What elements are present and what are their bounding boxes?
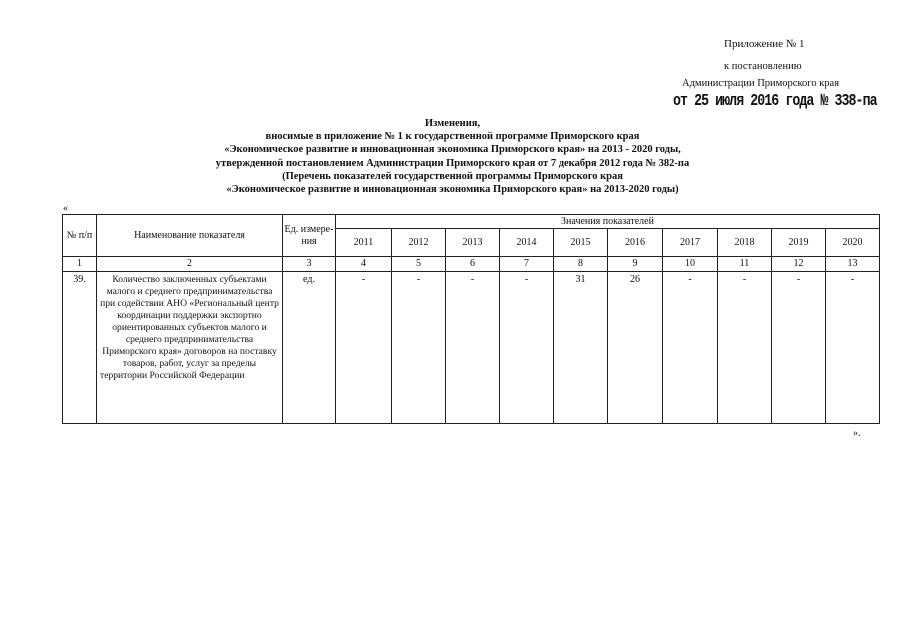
row-indicator-name: Количество заключенных субъектами малого и среднего предпринимательства при содействии АНО «Региональный центр координации поддержки экспортно ориентированных субъектов малого и среднего предпринимательства Приморского края» договоров на поставку товаров, работ, услуг за пределы территории Российской Федерации [97,272,283,424]
column-number: 13 [826,257,880,272]
header-values-group: Значения показателей [336,215,880,229]
row-value: - [500,272,554,424]
row-value: - [336,272,392,424]
row-unit: ед. [283,272,336,424]
column-number: 10 [663,257,718,272]
indicators-table [62,214,880,424]
row-value: 26 [608,272,663,424]
heading-line: «Экономическое развитие и инновационная экономика Приморского края» на 2013-2020 годы) [226,184,679,196]
row-value: - [718,272,772,424]
appendix-to-decree: к постановлению [724,61,802,72]
header-year: 2011 [336,229,392,257]
header-year: 2017 [663,229,718,257]
appendix-number: Приложение № 1 [724,38,805,50]
column-number: 11 [718,257,772,272]
heading-line: «Экономическое развитие и инновационная экономика Приморского края» на 2013 - 2020 годы, [224,144,681,156]
appendix-administration: Администрации Приморского края [682,78,840,89]
table-row [63,272,880,424]
header-year: 2018 [718,229,772,257]
quote-open: « [63,203,68,214]
column-number: 12 [772,257,826,272]
row-value: - [446,272,500,424]
header-unit: Ед. измере-ния [283,215,336,257]
header-year: 2019 [772,229,826,257]
column-number: 9 [608,257,663,272]
column-number: 5 [392,257,446,272]
column-number: 6 [446,257,500,272]
header-year: 2014 [500,229,554,257]
row-value: - [392,272,446,424]
column-number: 3 [283,257,336,272]
column-number: 4 [336,257,392,272]
heading-line: утвержденной постановлением Администрации Приморского края от 7 декабря 2012 года № 382-па [215,157,690,169]
header-year: 2015 [554,229,608,257]
column-number: 2 [97,257,283,272]
row-number: 39. [63,272,97,424]
header-year: 2013 [446,229,500,257]
header-name: Наименование показателя [97,215,283,257]
column-number: 8 [554,257,608,272]
row-value: - [772,272,826,424]
heading-line: (Перечень показателей государственной программы Приморского края [282,170,623,182]
header-year: 2012 [392,229,446,257]
header-number: № п/п [63,215,97,257]
row-value: 31 [554,272,608,424]
header-year: 2020 [826,229,880,257]
decree-date-number: от 25 июля 2016 года № 338-па [673,92,877,111]
column-number: 1 [63,257,97,272]
heading-line: вносимые в приложение № 1 к государственной программе Приморского края [265,131,640,143]
column-number: 7 [500,257,554,272]
row-value: - [826,272,880,424]
quote-close: ». [853,428,861,439]
heading-line: Изменения, [424,118,481,129]
document-heading [0,117,905,196]
header-year: 2016 [608,229,663,257]
row-value: - [663,272,718,424]
